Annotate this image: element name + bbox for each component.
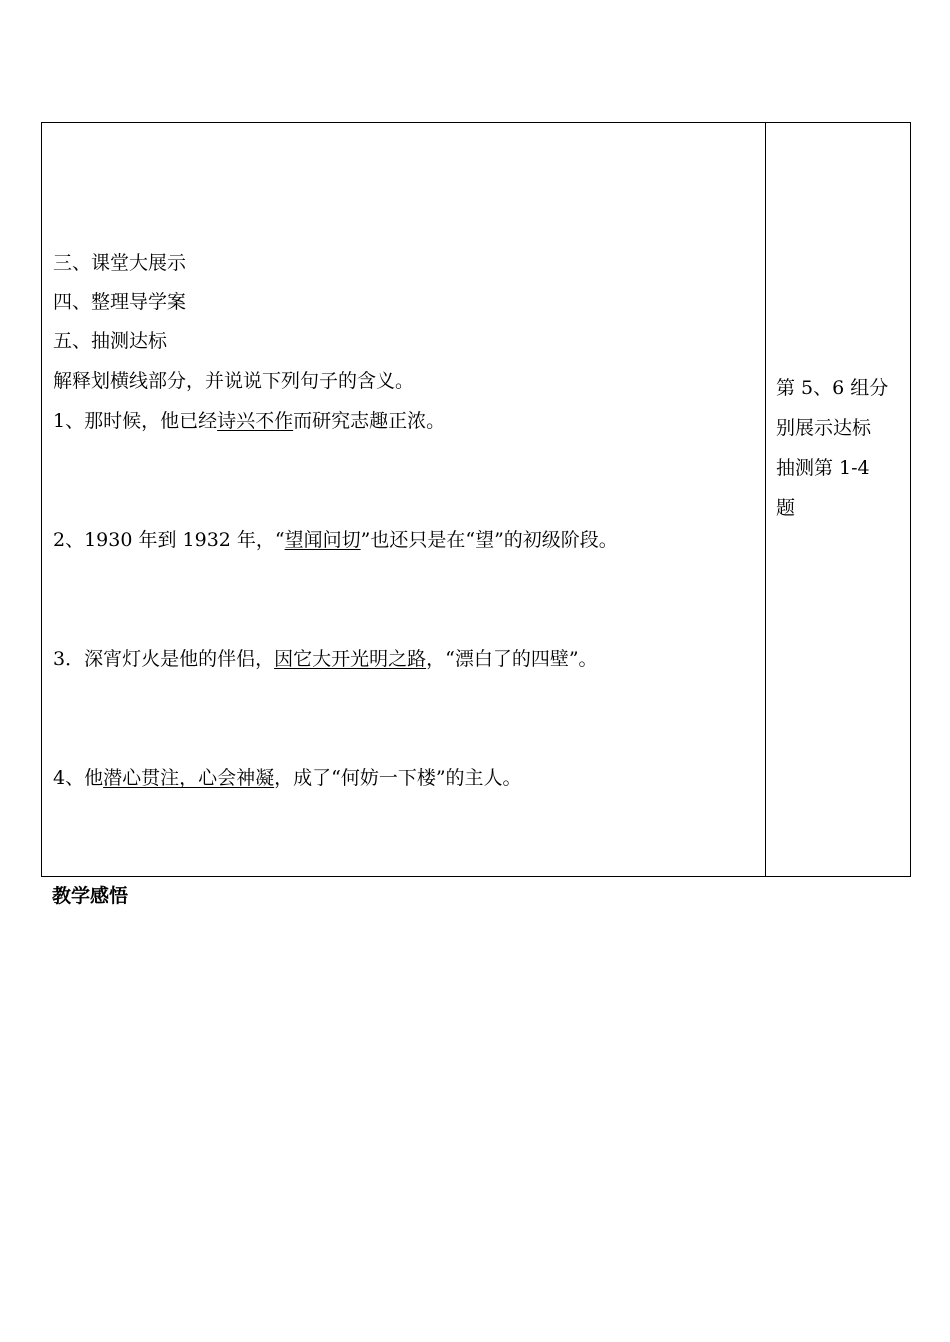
- section-5-title: 五、抽测达标: [53, 330, 168, 352]
- question-4-prefix: 4、他: [53, 767, 104, 789]
- section-4-title: 四、整理导学案: [53, 291, 187, 313]
- side-note-line-3: 抽测第 1-4: [776, 457, 870, 479]
- side-note-line-1: 第 5、6 组分: [776, 377, 889, 399]
- question-3: [53, 647, 598, 671]
- question-4: [53, 766, 522, 790]
- instruction-text: 解释划横线部分，并说说下列句子的含义。: [53, 370, 415, 392]
- question-1: [53, 409, 445, 433]
- question-3-prefix: 3．深宵灯火是他的伴侣，: [53, 648, 275, 670]
- question-3-suffix: ，“漂白了的四壁”。: [426, 648, 598, 670]
- question-2: [53, 528, 618, 552]
- question-2-suffix: ”也还只是在“望”的初级阶段。: [360, 529, 618, 551]
- question-1-underlined: 诗兴不作: [217, 410, 294, 432]
- question-4-underlined: 潜心贯注，心会神凝: [103, 767, 275, 789]
- question-3-underlined: 因它大开光明之路: [274, 648, 427, 670]
- column-divider: [765, 123, 766, 876]
- question-2-prefix: 2、1930 年到 1932 年，“: [53, 529, 285, 551]
- question-1-suffix: 而研究志趣正浓。: [293, 410, 446, 432]
- question-4-suffix: ，成了“何妨一下楼”的主人。: [274, 767, 522, 789]
- side-note: [776, 368, 901, 528]
- section-3-title: 三、课堂大展示: [53, 252, 187, 274]
- lesson-table: [41, 122, 911, 877]
- question-2-underlined: 望闻问切: [284, 529, 361, 551]
- reflection-heading: 教学感悟: [52, 885, 129, 907]
- question-1-prefix: 1、那时候，他已经: [53, 410, 218, 432]
- side-note-line-4: 题: [776, 497, 796, 519]
- side-note-line-2: 别展示达标: [776, 417, 872, 439]
